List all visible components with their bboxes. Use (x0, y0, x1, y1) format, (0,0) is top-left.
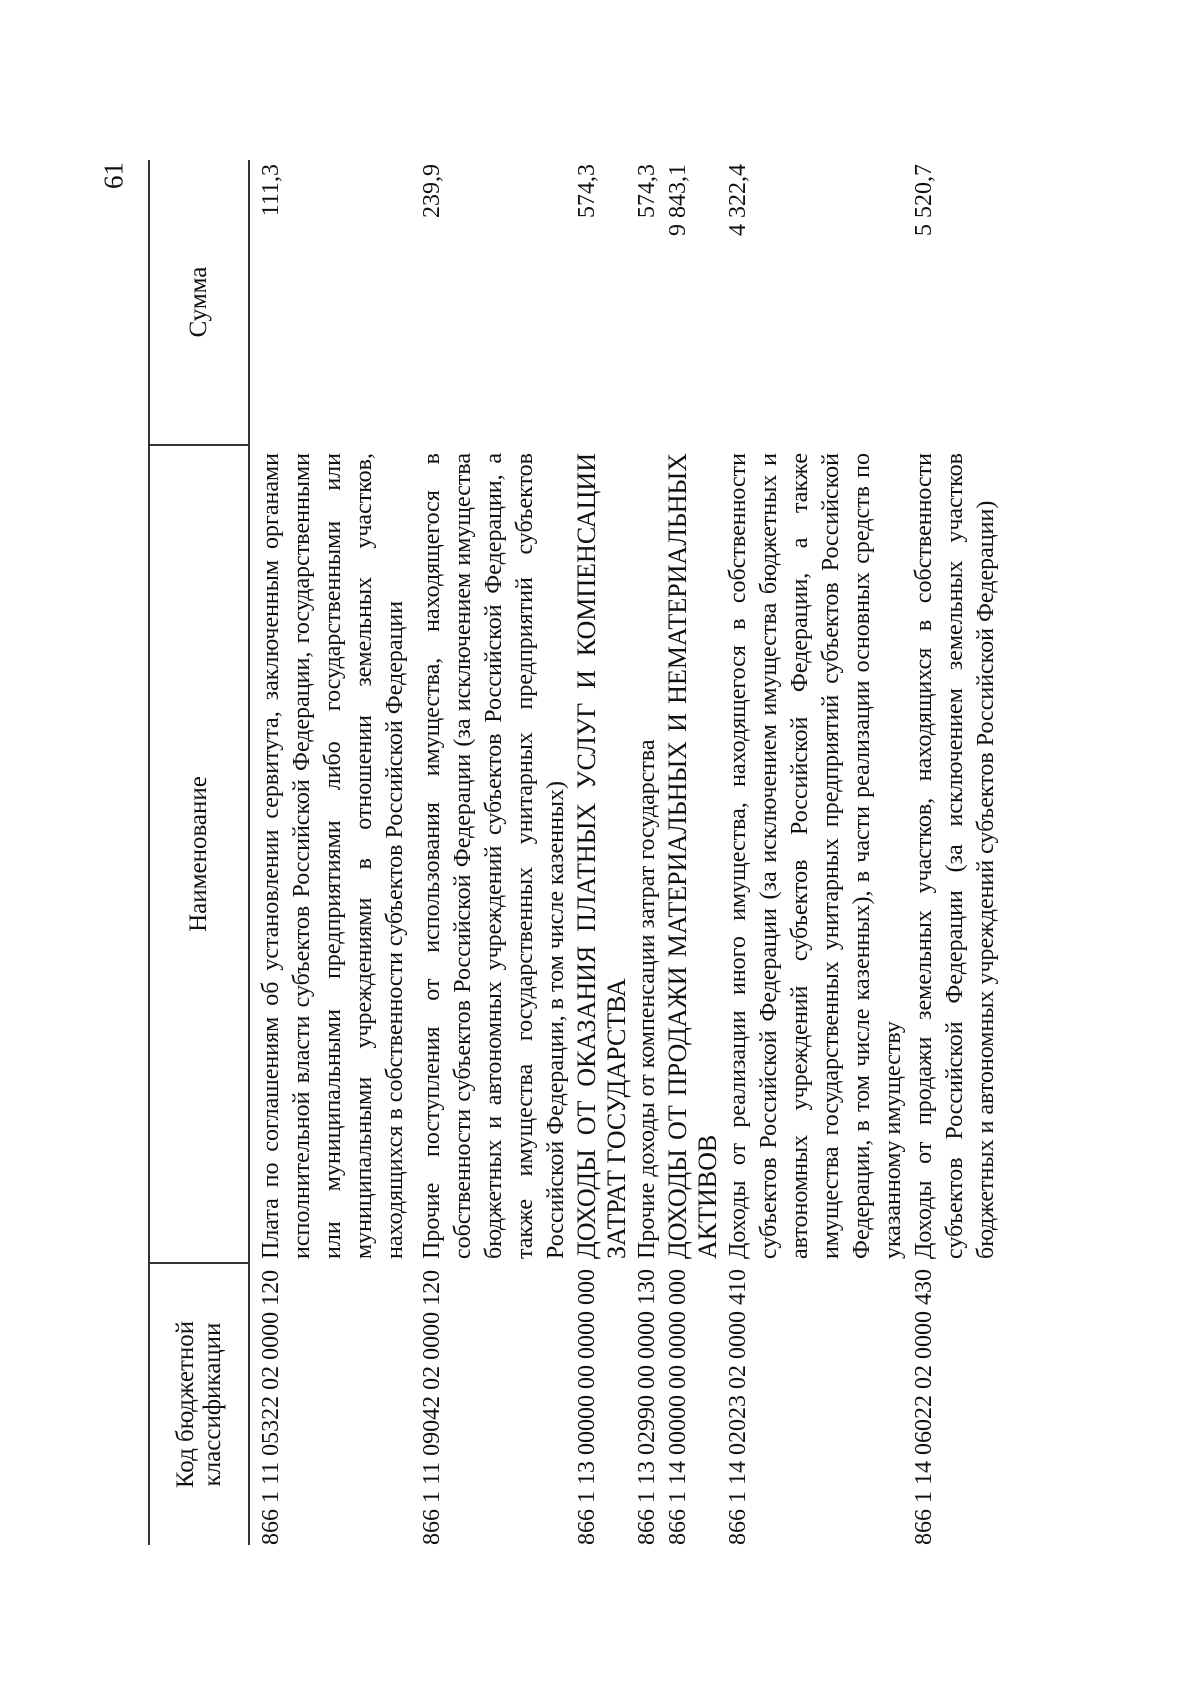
table-row (249, 160, 411, 1545)
row-code: 866 1 13 02990 00 0000 130 (634, 1269, 660, 1545)
row-code: 866 1 14 02023 02 0000 410 (725, 1269, 751, 1545)
row-sum: 239,9 (419, 164, 445, 218)
header-sum: Сумма (149, 160, 249, 445)
row-sum: 5 520,7 (911, 164, 937, 236)
row-sum: 574,3 (634, 164, 660, 218)
row-sum: 9 843,1 (665, 164, 691, 236)
table-row (663, 160, 723, 1545)
page-number: 61 (98, 162, 129, 189)
row-code: 866 1 14 06022 02 0000 430 (911, 1269, 937, 1545)
row-sum: 4 322,4 (725, 164, 751, 236)
row-name: Плата по соглашениям об установлении сервитута, заключенным органами исполнительной власти субъектов Российской Федерации, государственными или муниципальными предприятиями либо государственными или муниципальными учреждениями в отношении земельных участков, находящихся в собственности субъектов Российской Федерации (258, 453, 408, 1259)
budget-table (148, 160, 1002, 1545)
table-row (572, 160, 632, 1545)
table-row (909, 160, 1002, 1545)
header-code: Код бюджетной классификации (149, 1263, 249, 1545)
rotated-table-container (148, 160, 1043, 1545)
table-row (411, 160, 572, 1545)
row-name: Прочие поступления от использования имущества, находящегося в собственности субъектов Российской Федерации (за исключением имущества бюджетных и автономных учреждений субъектов Российской Федерации, а также имущества государственных унитарных предприятий субъектов Российской Федерации, в том числе казенных) (419, 453, 569, 1259)
row-name: ДОХОДЫ ОТ ПРОДАЖИ МАТЕРИАЛЬНЫХ И НЕМАТЕРИАЛЬНЫХ АКТИВОВ (663, 453, 722, 1259)
row-code: 866 1 13 00000 00 0000 000 (574, 1269, 600, 1545)
table-row (632, 160, 663, 1545)
row-code: 866 1 11 09042 02 0000 120 (419, 1269, 445, 1545)
row-name: Доходы от продажи земельных участков, находящихся в собственности субъектов Российской Федерации (за исключением земельных участков бюджетных и автономных учреждений субъектов Российской Федерации) (911, 453, 999, 1259)
row-code: 866 1 11 05322 02 0000 120 (258, 1269, 284, 1545)
row-name: Доходы от реализации иного имущества, находящегося в собственности субъектов Российской Федерации (за исключением имущества бюджетных и автономных учреждений субъектов Российской Федерации, а также имущества государственных унитарных предприятий субъектов Российской Федерации, в том числе казенных), в части реализации основных средств по указанному имуществу (725, 453, 906, 1259)
row-sum: 111,3 (258, 164, 284, 217)
row-code: 866 1 14 00000 00 0000 000 (665, 1269, 691, 1545)
row-name: Прочие доходы от компенсации затрат государства (634, 739, 660, 1259)
row-sum: 574,3 (574, 164, 600, 218)
table-row (723, 160, 909, 1545)
header-name: Наименование (149, 445, 249, 1263)
row-name: ДОХОДЫ ОТ ОКАЗАНИЯ ПЛАТНЫХ УСЛУГ И КОМПЕНСАЦИИ ЗАТРАТ ГОСУДАРСТВА (572, 453, 631, 1259)
table-header-row (149, 160, 249, 1545)
